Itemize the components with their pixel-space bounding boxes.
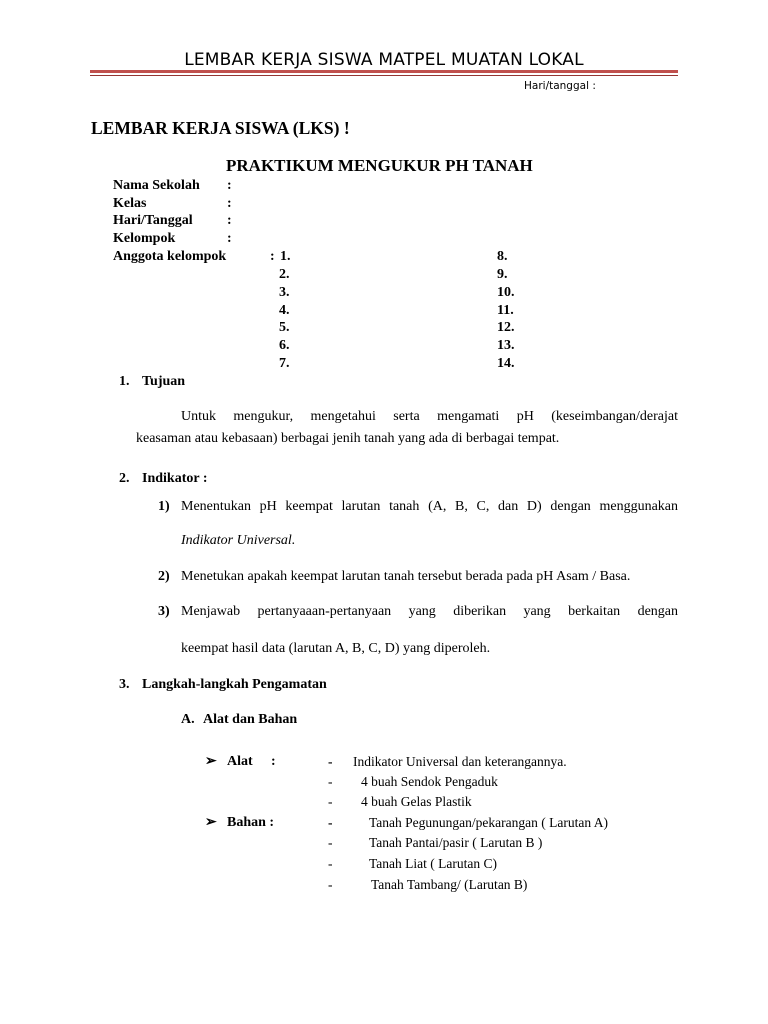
member-number: 7. (279, 356, 290, 371)
alat-item: Indikator Universal dan keterangannya. (353, 754, 567, 769)
alat-item: 4 buah Sendok Pengaduk (361, 774, 498, 789)
members-colon: : (270, 249, 275, 264)
alat-colon: : (271, 754, 276, 769)
tujuan-text-line2: keasaman atau kebasaan) berbagai jenih tanah yang ada di berbagai tempat. (136, 431, 560, 446)
section-title-indikator: Indikator : (142, 471, 208, 486)
field-label-nama-sekolah: Nama Sekolah (113, 178, 200, 193)
field-label-kelas: Kelas (113, 196, 147, 211)
section-number: 3. (119, 677, 130, 692)
arrow-bullet-icon: ➢ (205, 815, 217, 830)
bahan-item: Tanah Pantai/pasir ( Larutan B ) (369, 835, 543, 850)
indikator-item-text-cont: Indikator Universal. (181, 533, 296, 548)
subsection-title-alat-bahan: Alat dan Bahan (203, 712, 298, 727)
member-number: 4. (279, 303, 290, 318)
alat-label: Alat (227, 754, 253, 769)
member-number: 1. (280, 249, 291, 264)
member-number: 11. (497, 303, 514, 318)
member-number: 10. (497, 285, 515, 300)
list-dash: - (328, 774, 333, 789)
lks-title: LEMBAR KERJA SISWA (LKS) ! (91, 118, 350, 138)
member-number: 14. (497, 356, 515, 371)
indikator-item-number: 2) (158, 569, 170, 584)
tujuan-text-line1: Untuk mengukur, mengetahui serta mengamati pH (keseimbangan/derajat (181, 409, 678, 424)
indikator-item-text: Menjawab pertanyaaan-pertanyaan yang diberikan yang berkaitan dengan (181, 604, 678, 619)
member-number: 2. (279, 267, 290, 282)
practicum-title: PRAKTIKUM MENGUKUR PH TANAH (226, 156, 533, 175)
indikator-item-text: Menentukan pH keempat larutan tanah (A, B, C, dan D) dengan menggunakan (181, 499, 678, 514)
subsection-number: A. (181, 712, 195, 727)
field-colon: : (227, 196, 232, 211)
indikator-item-text-cont: keempat hasil data (larutan A, B, C, D) yang diperoleh. (181, 641, 491, 656)
indikator-item-text: Menetukan apakah keempat larutan tanah tersebut berada pada pH Asam / Basa. (181, 569, 631, 584)
field-label-anggota: Anggota kelompok (113, 249, 227, 264)
indikator-item-number: 1) (158, 499, 170, 514)
member-number: 6. (279, 338, 290, 353)
list-dash: - (328, 877, 333, 892)
arrow-bullet-icon: ➢ (205, 754, 217, 769)
member-number: 9. (497, 267, 508, 282)
bahan-item: Tanah Liat ( Larutan C) (369, 856, 497, 871)
list-dash: - (328, 754, 333, 769)
bahan-item: Tanah Tambang/ (Larutan B) (371, 877, 528, 892)
field-colon: : (227, 178, 232, 193)
field-colon: : (227, 213, 232, 228)
field-label-hari-tanggal: Hari/Tanggal (113, 213, 193, 228)
list-dash: - (328, 856, 333, 871)
document-header-title: LEMBAR KERJA SISWA MATPEL MUATAN LOKAL (184, 50, 584, 70)
member-number: 13. (497, 338, 515, 353)
header-rule-thick (90, 70, 678, 73)
list-dash: - (328, 815, 333, 830)
bahan-item: Tanah Pegunungan/pekarangan ( Larutan A) (369, 815, 608, 830)
list-dash: - (328, 794, 333, 809)
section-number: 1. (119, 374, 130, 389)
member-number: 5. (279, 320, 290, 335)
member-number: 8. (497, 249, 508, 264)
indikator-item-number: 3) (158, 604, 170, 619)
member-number: 12. (497, 320, 515, 335)
section-title-langkah: Langkah-langkah Pengamatan (142, 677, 327, 692)
alat-item: 4 buah Gelas Plastik (361, 794, 472, 809)
header-date-label: Hari/tanggal : (524, 80, 596, 92)
field-label-kelompok: Kelompok (113, 231, 176, 246)
bahan-label: Bahan : (227, 815, 275, 830)
list-dash: - (328, 835, 333, 850)
section-title-tujuan: Tujuan (142, 374, 186, 389)
member-number: 3. (279, 285, 290, 300)
field-colon: : (227, 231, 232, 246)
header-rule-thin (90, 75, 678, 76)
section-number: 2. (119, 471, 130, 486)
